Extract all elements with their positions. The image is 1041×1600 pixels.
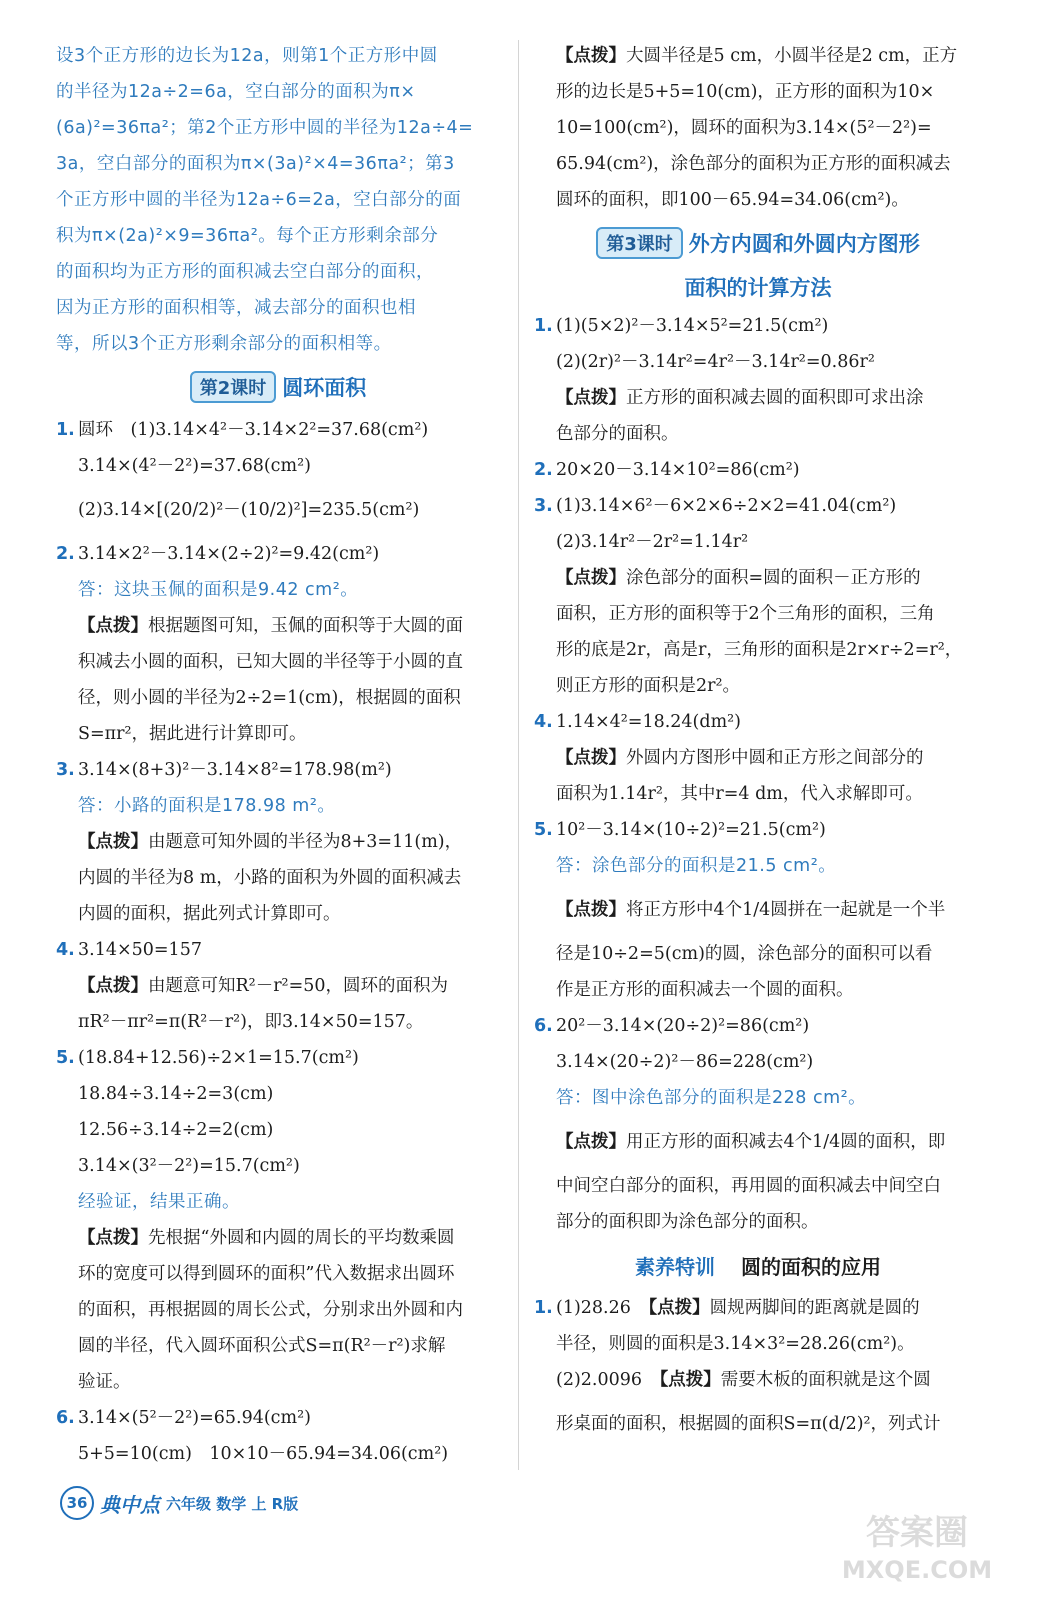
answer-line: 答：小路的面积是178.98 m²。 — [78, 796, 336, 816]
tip-line: 【点拨】由题意可知外圆的半径为8+3=11(m)， — [78, 832, 463, 852]
question-line: 5+5=10(cm) 10×10－65.94=34.06(cm²) — [78, 1444, 449, 1464]
tip-line: 中间空白部分的面积，再用圆的面积减去中间空白 — [556, 1176, 941, 1196]
question-line: 3.14×(20÷2)²－86=228(cm²) — [556, 1052, 814, 1072]
question-1: 1. 圆环 (1)3.14×4²－3.14×2²=37.68(cm²) — [56, 420, 429, 440]
tip-line: 径，则小圆的半径为2÷2=1(cm)，根据圆的面积 — [78, 688, 461, 708]
text-line: 因为正方形的面积相等，减去部分的面积也相 — [56, 298, 416, 318]
text-line: 的半径为12a÷2=6a，空白部分的面积为π× — [56, 82, 416, 102]
question-line: (2)(2r)²－3.14r²=4r²－3.14r²=0.86r² — [556, 352, 875, 372]
answer-line: 经验证，结果正确。 — [78, 1192, 240, 1212]
text-line: 的面积均为正方形的面积减去空白部分的面积， — [56, 262, 434, 282]
lesson-badge: 第3课时 — [596, 227, 683, 259]
tip-line: S=πr²，据此进行计算即可。 — [78, 724, 307, 744]
question-4: 4. 3.14×50=157 — [56, 940, 202, 960]
tip-line: 径是10÷2=5(cm)的圆，涂色部分的面积可以看 — [556, 944, 933, 964]
tip-line: 环的宽度可以得到圆环的面积”代入数据求出圆环 — [78, 1264, 455, 1284]
tip-line: 【点拨】大圆半径是5 cm，小圆半径是2 cm，正方 — [556, 46, 958, 66]
question-3: 3. (1)3.14×6²－6×2×6÷2×2=41.04(cm²) — [534, 496, 897, 516]
question-2: 2. 3.14×2²－3.14×(2÷2)²=9.42(cm²) — [56, 544, 380, 564]
question-line: 形桌面的面积，根据圆的面积S=π(d/2)²，列式计 — [556, 1414, 941, 1434]
tip-line: 圆环的面积，即100－65.94=34.06(cm²)。 — [556, 190, 909, 210]
section-title: 圆的面积的应用 — [741, 1254, 881, 1279]
question-line: 12.56÷3.14÷2=2(cm) — [78, 1120, 274, 1140]
question-5: 5. (18.84+12.56)÷2×1=15.7(cm²) — [56, 1048, 359, 1068]
answer-line: 答：涂色部分的面积是21.5 cm²。 — [556, 856, 837, 876]
tip-line: 积减去小圆的面积，已知大圆的半径等于小圆的直 — [78, 652, 463, 672]
question-1: 1. (1)(5×2)²－3.14×5²=21.5(cm²) — [534, 316, 829, 336]
tip-line: 形的底是2r，高是r，三角形的面积是2r×r÷2=r²， — [556, 640, 963, 660]
tip-line: 面积为1.14r²，其中r=4 dm，代入求解即可。 — [556, 784, 923, 804]
tip-line: 【点拨】将正方形中4个1/4圆拼在一起就是一个半 — [556, 900, 946, 920]
tip-line: 内圆的半径为8 m，小路的面积为外圆的面积减去 — [78, 868, 462, 888]
section-title: 圆环面积 — [282, 376, 367, 400]
section-title-continued: 面积的计算方法 — [684, 276, 832, 300]
right-column — [534, 38, 982, 1450]
tip-line: 【点拨】外圆内方图形中圆和正方形之间部分的 — [556, 748, 924, 768]
question-line: 半径，则圆的面积是3.14×3²=28.26(cm²)。 — [556, 1334, 915, 1354]
tip-line: 形的边长是5+5=10(cm)，正方形的面积为10× — [556, 82, 935, 102]
section-label: 素养特训 — [635, 1254, 715, 1279]
question-3: 3. 3.14×(8+3)²－3.14×8²=178.98(m²) — [56, 760, 392, 780]
text-line: 个正方形中圆的半径为12a÷6=2a，空白部分的面 — [56, 190, 462, 210]
section-heading — [534, 220, 982, 266]
question-line: (2)3.14×[(20/2)²－(10/2)²]=235.5(cm²) — [78, 500, 420, 520]
tip-line: 则正方形的面积是2r²。 — [556, 676, 741, 696]
tip-line: 10=100(cm²)，圆环的面积为3.14×(5²－2²)= — [556, 118, 932, 138]
page-footer — [60, 1486, 298, 1520]
tip-line: 作是正方形的面积减去一个圆的面积。 — [556, 980, 854, 1000]
tip-line: 部分的面积即为涂色部分的面积。 — [556, 1212, 819, 1232]
text-line: 等，所以3个正方形剩余部分的面积相等。 — [56, 334, 392, 354]
question-6: 6. 20²－3.14×(20÷2)²=86(cm²) — [534, 1016, 810, 1036]
text-line: 3a，空白部分的面积为π×(3a)²×4=36πa²；第3 — [56, 154, 455, 174]
text-line: 设3个正方形的边长为12a，则第1个正方形中圆 — [56, 46, 438, 66]
page-number: 36 — [60, 1486, 94, 1520]
question-line: 18.84÷3.14÷2=3(cm) — [78, 1084, 274, 1104]
tip-line: πR²－πr²=π(R²－r²)，即3.14×50=157。 — [78, 1012, 424, 1032]
tip-line: 【点拨】用正方形的面积减去4个1/4圆的面积，即 — [556, 1132, 946, 1152]
tip-line: 验证。 — [78, 1372, 131, 1392]
answer-line: 答：图中涂色部分的面积是228 cm²。 — [556, 1088, 867, 1108]
watermark-text: 答案圈 — [866, 1513, 968, 1553]
brand-logo: 典中点 — [100, 1492, 160, 1517]
tip-line: 65.94(cm²)，涂色部分的面积为正方形的面积减去 — [556, 154, 951, 174]
section-title: 外方内圆和外圆内方图形 — [688, 232, 920, 256]
watermark-logo — [842, 1500, 992, 1590]
text-line: 积为π×(2a)²×9=36πa²。每个正方形剩余部分 — [56, 226, 439, 246]
tip-line: 圆的半径，代入圆环面积公式S=π(R²－r²)求解 — [78, 1336, 446, 1356]
question-2: 2. 20×20－3.14×10²=86(cm²) — [534, 460, 800, 480]
left-column — [56, 38, 500, 1472]
answer-line: 答：这块玉佩的面积是9.42 cm²。 — [78, 580, 359, 600]
tip-line: 【点拨】正方形的面积减去圆的面积即可求出涂 — [556, 388, 924, 408]
question-1: 1. (1)28.26 【点拨】圆规两脚间的距离就是圆的 — [534, 1298, 920, 1318]
text-line: (6a)²=36πa²；第2个正方形中圆的半径为12a÷4= — [56, 118, 474, 138]
tip-line: 内圆的面积，据此列式计算即可。 — [78, 904, 341, 924]
question-6: 6. 3.14×(5²－2²)=65.94(cm²) — [56, 1408, 311, 1428]
tip-line: 【点拨】先根据“外圆和内圆的周长的平均数乘圆 — [78, 1228, 455, 1248]
question-line: 3.14×(4²－2²)=37.68(cm²) — [78, 456, 311, 476]
column-divider — [518, 40, 519, 1470]
question-line: (2)3.14r²－2r²=1.14r² — [556, 532, 749, 552]
book-info: 六年级 数学 上 R版 — [166, 1494, 299, 1513]
question-5: 5. 10²－3.14×(10÷2)²=21.5(cm²) — [534, 820, 826, 840]
tip-line: 面积，正方形的面积等于2个三角形的面积，三角 — [556, 604, 935, 624]
tip-line: 色部分的面积。 — [556, 424, 679, 444]
section-heading — [534, 1242, 982, 1288]
watermark-url: MXQE.COM — [842, 1556, 992, 1584]
tip-line: 【点拨】由题意可知R²－r²=50，圆环的面积为 — [78, 976, 449, 996]
tip-line: 【点拨】根据题图可知，玉佩的面积等于大圆的面 — [78, 616, 463, 636]
tip-line: 【点拨】涂色部分的面积=圆的面积－正方形的 — [556, 568, 921, 588]
section-heading — [56, 364, 500, 410]
question-line: 3.14×(3²－2²)=15.7(cm²) — [78, 1156, 300, 1176]
question-4: 4. 1.14×4²=18.24(dm²) — [534, 712, 742, 732]
tip-line: 的面积，再根据圆的周长公式，分别求出外圆和内 — [78, 1300, 463, 1320]
lesson-badge: 第2课时 — [190, 371, 277, 403]
question-line: (2)2.0096 【点拨】需要木板的面积就是这个圆 — [556, 1370, 931, 1390]
